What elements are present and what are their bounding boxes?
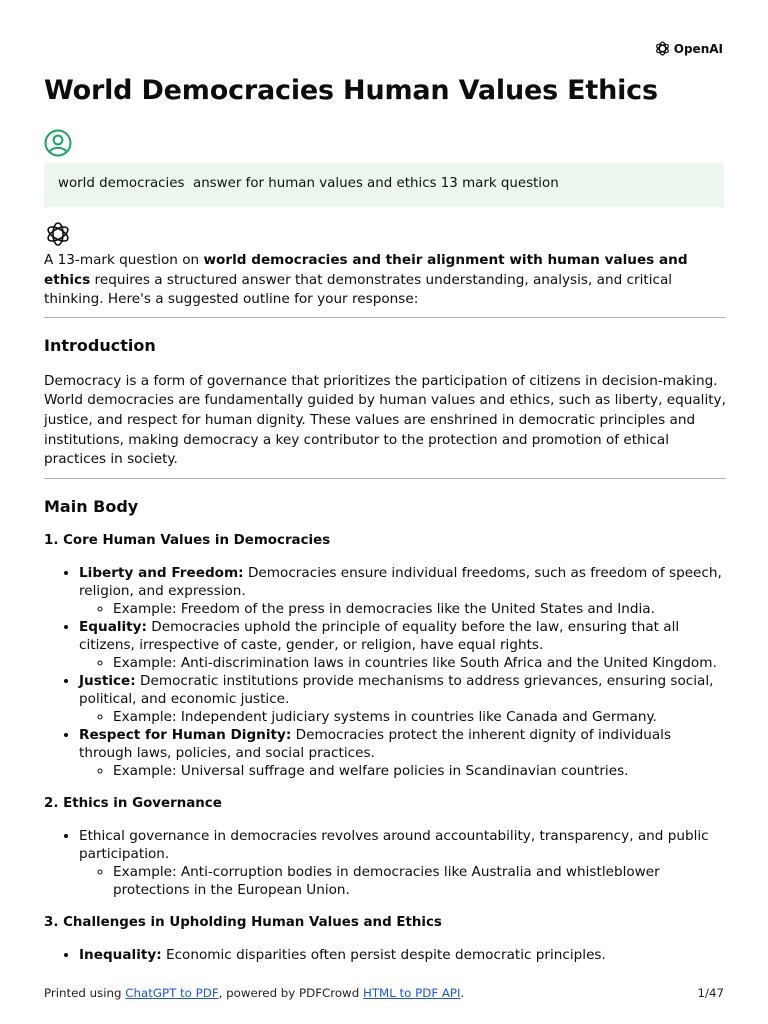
footer: Printed using ChatGPT to PDF, powered by PDFCrowd HTML to PDF API. 1/47 [44,986,724,1000]
section-heading: 3. Challenges in Upholding Human Values and Ethics [44,914,442,930]
openai-icon [654,40,671,57]
user-prompt: world democracies answer for human values and ethics 13 mark question [44,163,724,207]
main-body-heading: Main Body [44,496,139,516]
user-avatar-icon [44,129,72,157]
divider [44,317,726,318]
example-item: ◦ Example: Anti-corruption bodies in democracies like Australia and whistleblower protections in the European Union. [113,863,726,899]
example-item: ◦ Example: Independent judiciary systems in countries like Canada and Germany. [113,708,726,726]
page-number: 1/47 [697,986,724,1000]
bullet-list [44,946,726,964]
intro-paragraph: A 13-mark question on world democracies and their alignment with human values and ethics requires a structured answer that demonstrates understanding, analysis, and critical thinking. Here's a suggested outline for your response: [44,252,688,308]
introduction-heading: Introduction [44,335,156,355]
divider [44,478,726,479]
page-title: World Democracies Human Values Ethics [44,75,658,106]
list-item: • Respect for Human Dignity: Democracies protect the inherent dignity of individuals through laws, policies, and social practices. ◦ Example: Universal suffrage and welfare policies in Scandinavian countries. [79,726,726,780]
example-item: ◦ Example: Universal suffrage and welfare policies in Scandinavian countries. [113,762,726,780]
chatgpt-to-pdf-link[interactable]: ChatGPT to PDF [125,986,219,1000]
openai-logo [654,40,723,57]
list-item: • Inequality: Economic disparities often persist despite democratic principles. [79,946,726,964]
html-to-pdf-api-link[interactable]: HTML to PDF API [362,986,461,1000]
list-item: • Equality: Democracies uphold the principle of equality before the law, ensuring that all citizens, irrespective of caste, gender, or religion, have equal rights. ◦ Example: Anti-discrimination laws in countries like South Africa and the United Kingdom. [79,618,726,672]
example-item: ◦ Example: Freedom of the press in democracies like the United States and India. [113,600,726,618]
bullet-list [44,827,726,899]
section-heading: 2. Ethics in Governance [44,795,222,811]
list-item: • Ethical governance in democracies revolves around accountability, transparency, and public participation. ◦ Example: Anti-corruption bodies in democracies like Australia and whistleblower protections in the European Union. [79,827,726,899]
list-item: • Justice: Democratic institutions provide mechanisms to address grievances, ensuring social, political, and economic justice. ◦ Example: Independent judiciary systems in countries like Canada and Germany. [79,672,726,726]
introduction-paragraph: Democracy is a form of governance that prioritizes the participation of citizens in decision-making. World democracies are fundamentally guided by human values and ethics, such as liberty, equality, justice, and respect for human dignity. These values are enshrined in democratic principles and institutions, making democracy a key contributor to the protection and promotion of ethical practices in society. [44,372,726,468]
list-item: • Liberty and Freedom: Democracies ensure individual freedoms, such as freedom of speech, religion, and expression. ◦ Example: Freedom of the press in democracies like the United States and India. [79,564,726,618]
example-item: ◦ Example: Anti-discrimination laws in countries like South Africa and the United Kingdom. [113,654,726,672]
chatgpt-avatar-icon [44,220,72,248]
response-content [44,251,726,980]
section-heading: 1. Core Human Values in Democracies [44,532,331,548]
logo-text: OpenAI [673,41,723,56]
bullet-list [44,564,726,780]
